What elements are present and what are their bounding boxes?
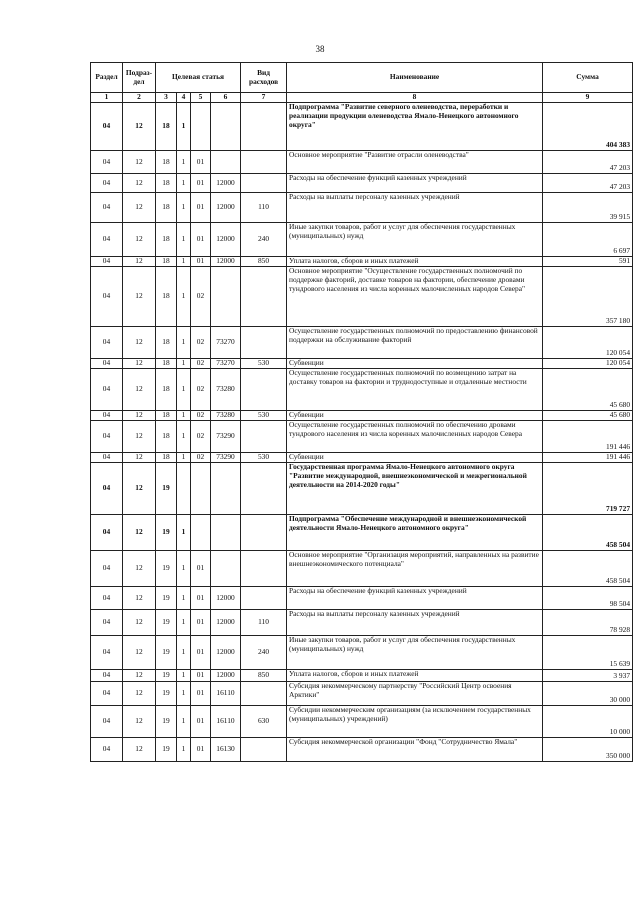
name-cell: Субвенции [287,453,543,463]
table-row [91,151,633,174]
sum-cell: 458 504 [543,515,633,551]
name-cell: Иные закупки товаров, работ и услуг для обеспечения государственных (муниципальных) нужд [287,223,543,257]
podrazdel-cell: 12 [123,706,156,738]
razdel-cell: 04 [91,193,123,223]
table-row [91,359,633,369]
sum-cell: 719 727 [543,463,633,515]
expense-type-cell: 850 [241,257,287,267]
razdel-cell: 04 [91,223,123,257]
razdel-cell: 04 [91,463,123,515]
expense-type-cell: 630 [241,706,287,738]
table-row [91,174,633,193]
expense-type-cell: 240 [241,636,287,670]
program-code-cell: 18 [156,453,177,463]
name-cell: Субсидия некоммерческой организации "Фонд "Сотрудничество Ямала" [287,738,543,762]
sum-cell: 191 446 [543,421,633,453]
table-header [91,63,633,103]
expense-type-cell [241,463,287,515]
name-cell: Подпрограмма "Обеспечение международной и внешнеэкономической деятельности Ямало-Ненецкого автономного округа" [287,515,543,551]
event-code-cell: 01 [191,257,211,267]
expense-type-cell: 850 [241,670,287,682]
razdel-cell: 04 [91,670,123,682]
podrazdel-cell: 12 [123,682,156,706]
subprogram-code-cell: 1 [177,327,191,359]
subprogram-code-cell: 1 [177,103,191,151]
name-cell: Осуществление государственных полномочий по возмещению затрат на доставку товаров на фактории и труднодоступные и отдаленные местности [287,369,543,411]
program-code-cell: 18 [156,103,177,151]
name-cell: Уплата налогов, сборов и иных платежей [287,670,543,682]
column-number: 9 [543,93,633,103]
expense-type-cell [241,421,287,453]
sum-cell: 191 446 [543,453,633,463]
table-row [91,515,633,551]
razdel-cell: 04 [91,411,123,421]
direction-code-cell: 12000 [211,193,241,223]
subprogram-code-cell: 1 [177,551,191,587]
table-row [91,453,633,463]
razdel-cell: 04 [91,369,123,411]
event-code-cell: 01 [191,151,211,174]
program-code-cell: 19 [156,682,177,706]
expense-type-cell: 110 [241,610,287,636]
razdel-cell: 04 [91,453,123,463]
expense-type-cell [241,682,287,706]
direction-code-cell: 12000 [211,587,241,610]
podrazdel-cell: 12 [123,610,156,636]
event-code-cell: 01 [191,193,211,223]
podrazdel-cell: 12 [123,421,156,453]
name-cell: Расходы на обеспечение функций казенных учреждений [287,174,543,193]
expense-type-cell: 240 [241,223,287,257]
expense-type-cell: 530 [241,411,287,421]
podrazdel-cell: 12 [123,151,156,174]
program-code-cell: 18 [156,193,177,223]
name-cell: Расходы на обеспечение функций казенных учреждений [287,587,543,610]
program-code-cell: 18 [156,421,177,453]
sum-cell: 6 697 [543,223,633,257]
direction-code-cell [211,103,241,151]
expense-type-cell [241,515,287,551]
direction-code-cell: 12000 [211,610,241,636]
direction-code-cell [211,551,241,587]
razdel-cell: 04 [91,421,123,453]
program-code-cell: 19 [156,463,177,515]
subprogram-code-cell: 1 [177,174,191,193]
column-number: 2 [123,93,156,103]
sum-cell: 357 180 [543,267,633,327]
razdel-cell: 04 [91,267,123,327]
subprogram-code-cell: 1 [177,421,191,453]
name-cell: Субвенции [287,411,543,421]
sum-cell: 404 383 [543,103,633,151]
sum-cell: 47 203 [543,151,633,174]
table-row [91,327,633,359]
column-number: 4 [177,93,191,103]
program-code-cell: 19 [156,610,177,636]
event-code-cell: 01 [191,738,211,762]
subprogram-code-cell: 1 [177,682,191,706]
program-code-cell: 18 [156,411,177,421]
program-code-cell: 19 [156,738,177,762]
subprogram-code-cell: 1 [177,610,191,636]
subprogram-code-cell: 1 [177,411,191,421]
razdel-cell: 04 [91,327,123,359]
name-cell: Основное мероприятие "Организация мероприятий, направленных на развитие внешнеэкономического потенциала" [287,551,543,587]
table-row [91,551,633,587]
table-row [91,682,633,706]
event-code-cell: 02 [191,327,211,359]
event-code-cell: 01 [191,610,211,636]
table-row [91,610,633,636]
name-cell: Иные закупки товаров, работ и услуг для обеспечения государственных (муниципальных) нужд [287,636,543,670]
table-row [91,257,633,267]
column-number: 1 [91,93,123,103]
direction-code-cell [211,267,241,327]
razdel-cell: 04 [91,706,123,738]
razdel-cell: 04 [91,682,123,706]
subprogram-code-cell: 1 [177,587,191,610]
program-code-cell: 19 [156,515,177,551]
razdel-cell: 04 [91,738,123,762]
program-code-cell: 18 [156,151,177,174]
subprogram-code-cell: 1 [177,359,191,369]
subprogram-code-cell: 1 [177,193,191,223]
table-row [91,223,633,257]
program-code-cell: 19 [156,551,177,587]
podrazdel-cell: 12 [123,327,156,359]
header-name: Наименование [287,63,543,93]
razdel-cell: 04 [91,103,123,151]
expense-type-cell [241,369,287,411]
subprogram-code-cell: 1 [177,515,191,551]
event-code-cell: 01 [191,223,211,257]
event-code-cell [191,463,211,515]
event-code-cell: 02 [191,411,211,421]
name-cell: Уплата налогов, сборов и иных платежей [287,257,543,267]
name-cell: Основное мероприятие "Осуществление государственных полномочий по поддержке факторий, доставке товаров на фактории, обеспечение дровами тундрового населения из числа коренных малочисленных народов Севера" [287,267,543,327]
name-cell: Осуществление государственных полномочий по обеспечению дровами тундрового населения из числа коренных малочисленных народов Севера [287,421,543,453]
razdel-cell: 04 [91,610,123,636]
razdel-cell: 04 [91,359,123,369]
subprogram-code-cell [177,463,191,515]
expense-type-cell [241,738,287,762]
event-code-cell: 02 [191,453,211,463]
name-cell: Субвенции [287,359,543,369]
program-code-cell: 18 [156,369,177,411]
program-code-cell: 19 [156,587,177,610]
table-row [91,267,633,327]
razdel-cell: 04 [91,174,123,193]
table-row [91,706,633,738]
header-target-article: Целевая статья [156,63,241,93]
header-vid-rashodov: Вид расходов [241,63,287,93]
direction-code-cell: 73290 [211,453,241,463]
subprogram-code-cell: 1 [177,670,191,682]
direction-code-cell: 73270 [211,327,241,359]
direction-code-cell: 16130 [211,738,241,762]
program-code-cell: 19 [156,636,177,670]
program-code-cell: 19 [156,670,177,682]
direction-code-cell: 12000 [211,257,241,267]
sum-cell: 120 054 [543,359,633,369]
sum-cell: 3 937 [543,670,633,682]
razdel-cell: 04 [91,551,123,587]
sum-cell: 45 680 [543,369,633,411]
razdel-cell: 04 [91,257,123,267]
event-code-cell: 01 [191,587,211,610]
expense-type-cell [241,327,287,359]
expense-type-cell [241,174,287,193]
sum-cell: 120 054 [543,327,633,359]
column-number: 5 [191,93,211,103]
podrazdel-cell: 12 [123,636,156,670]
table-row [91,103,633,151]
column-number: 8 [287,93,543,103]
event-code-cell: 02 [191,359,211,369]
podrazdel-cell: 12 [123,257,156,267]
table-row [91,636,633,670]
direction-code-cell: 16110 [211,706,241,738]
column-number: 3 [156,93,177,103]
table-row [91,587,633,610]
podrazdel-cell: 12 [123,587,156,610]
subprogram-code-cell: 1 [177,706,191,738]
podrazdel-cell: 12 [123,738,156,762]
event-code-cell [191,103,211,151]
podrazdel-cell: 12 [123,223,156,257]
sum-cell: 458 504 [543,551,633,587]
sum-cell: 10 000 [543,706,633,738]
header-razdel: Раздел [91,63,123,93]
podrazdel-cell: 12 [123,453,156,463]
program-code-cell: 18 [156,257,177,267]
name-cell: Государственная программа Ямало-Ненецкого автономного округа "Развитие международной, внешнеэкономической и межрегиональной деятельности на 2014-2020 годы" [287,463,543,515]
direction-code-cell [211,151,241,174]
expense-type-cell [241,103,287,151]
expense-type-cell [241,267,287,327]
podrazdel-cell: 12 [123,411,156,421]
expense-type-cell [241,551,287,587]
direction-code-cell [211,515,241,551]
event-code-cell: 02 [191,421,211,453]
table-row [91,369,633,411]
name-cell: Осуществление государственных полномочий по предоставлению финансовой поддержки на обслуживание факторий [287,327,543,359]
table-body [91,103,633,762]
direction-code-cell: 12000 [211,223,241,257]
direction-code-cell: 73280 [211,369,241,411]
sum-cell: 39 915 [543,193,633,223]
header-podrazdel: Подраз-дел [123,63,156,93]
column-number: 7 [241,93,287,103]
podrazdel-cell: 12 [123,359,156,369]
razdel-cell: 04 [91,636,123,670]
expense-type-cell [241,151,287,174]
column-numbers-row [91,93,633,103]
podrazdel-cell: 12 [123,515,156,551]
podrazdel-cell: 12 [123,551,156,587]
razdel-cell: 04 [91,515,123,551]
event-code-cell [191,515,211,551]
direction-code-cell: 12000 [211,174,241,193]
event-code-cell: 01 [191,670,211,682]
sum-cell: 45 680 [543,411,633,421]
program-code-cell: 18 [156,267,177,327]
subprogram-code-cell: 1 [177,223,191,257]
sum-cell: 15 639 [543,636,633,670]
event-code-cell: 01 [191,636,211,670]
sum-cell: 98 504 [543,587,633,610]
program-code-cell: 18 [156,359,177,369]
program-code-cell: 18 [156,174,177,193]
sum-cell: 47 203 [543,174,633,193]
header-sum: Сумма [543,63,633,93]
table-row [91,421,633,453]
podrazdel-cell: 12 [123,369,156,411]
name-cell: Субсидии некоммерческим организациям (за исключением государственных (муниципальных) учреждений) [287,706,543,738]
podrazdel-cell: 12 [123,670,156,682]
program-code-cell: 19 [156,706,177,738]
program-code-cell: 18 [156,223,177,257]
table-row [91,193,633,223]
event-code-cell: 01 [191,551,211,587]
table-row [91,411,633,421]
sum-cell: 30 000 [543,682,633,706]
name-cell: Субсидия некоммерческому партнерству "Российский Центр освоения Арктики" [287,682,543,706]
table-row [91,463,633,515]
subprogram-code-cell: 1 [177,738,191,762]
program-code-cell: 18 [156,327,177,359]
razdel-cell: 04 [91,151,123,174]
podrazdel-cell: 12 [123,193,156,223]
podrazdel-cell: 12 [123,174,156,193]
table-row [91,670,633,682]
sum-cell: 591 [543,257,633,267]
expense-type-cell [241,587,287,610]
expense-type-cell: 530 [241,453,287,463]
name-cell: Расходы на выплаты персоналу казенных учреждений [287,610,543,636]
subprogram-code-cell: 1 [177,151,191,174]
table-row [91,738,633,762]
subprogram-code-cell: 1 [177,453,191,463]
event-code-cell: 01 [191,682,211,706]
podrazdel-cell: 12 [123,463,156,515]
direction-code-cell: 73290 [211,421,241,453]
event-code-cell: 02 [191,369,211,411]
direction-code-cell: 12000 [211,670,241,682]
podrazdel-cell: 12 [123,267,156,327]
direction-code-cell: 73280 [211,411,241,421]
event-code-cell: 01 [191,706,211,738]
subprogram-code-cell: 1 [177,257,191,267]
direction-code-cell [211,463,241,515]
event-code-cell: 01 [191,174,211,193]
direction-code-cell: 16110 [211,682,241,706]
expense-type-cell: 530 [241,359,287,369]
name-cell: Расходы на выплаты персоналу казенных учреждений [287,193,543,223]
sum-cell: 350 000 [543,738,633,762]
name-cell: Основное мероприятие "Развитие отрасли оленеводства" [287,151,543,174]
page-number: 38 [315,44,325,54]
podrazdel-cell: 12 [123,103,156,151]
subprogram-code-cell: 1 [177,369,191,411]
event-code-cell: 02 [191,267,211,327]
direction-code-cell: 73270 [211,359,241,369]
expense-type-cell: 110 [241,193,287,223]
name-cell: Подпрограмма "Развитие северного оленеводства, переработки и реализации продукции оленеводства Ямало-Ненецкого автономного округа" [287,103,543,151]
direction-code-cell: 12000 [211,636,241,670]
budget-table [90,62,633,762]
subprogram-code-cell: 1 [177,636,191,670]
sum-cell: 78 928 [543,610,633,636]
subprogram-code-cell: 1 [177,267,191,327]
razdel-cell: 04 [91,587,123,610]
column-number: 6 [211,93,241,103]
